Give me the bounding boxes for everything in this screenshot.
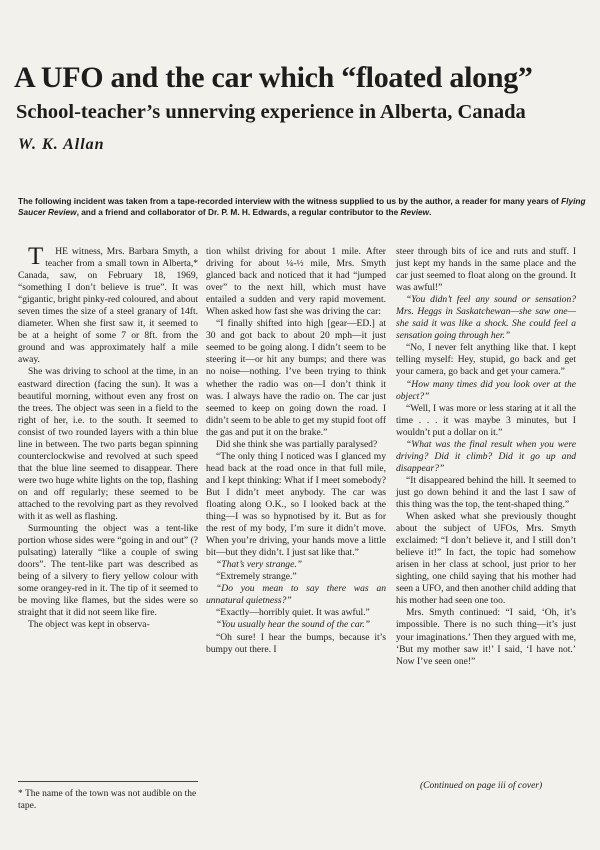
paragraph: “It disappeared behind the hill. It seemed to just go down behind it and the last I saw of this thing was the top, the tent-shaped thing.”	[396, 474, 576, 510]
article-title: A UFO and the car which “floated along”	[14, 61, 533, 94]
intro-italic-1: Flying Saucer Review	[18, 196, 586, 217]
text-column-1	[18, 243, 199, 632]
paragraph: Mrs. Smyth continued: “I said, ‘Oh, it’s impossible. There is no such thing—it’s just your imaginations.’ Then they argued with me, ‘But my mother saw it!’ I said, ‘I have not.’ Now I’ve seen one!”	[396, 607, 576, 667]
paragraph: “That’s very strange.”	[216, 559, 303, 571]
paragraph: Did she think she was partially paralysed?	[216, 438, 378, 450]
continued-note: (Continued on page iii of cover)	[420, 781, 543, 791]
text-column-3	[396, 246, 576, 668]
paragraph: tion whilst driving for about 1 mile. After driving for about ¼-½ mile, Mrs. Smyth glanced back and noticed that it had “jumped over” to the next hill, which must have entailed a sudden and very rapid movement. When asked how fast she was driving the car:	[206, 246, 386, 318]
article-intro	[18, 196, 590, 218]
footnote-rule	[18, 781, 198, 782]
paragraph: “You usually hear the sound of the car.”	[216, 619, 370, 631]
paragraph: “The only thing I noticed was I glanced my head back at the road once in that full mile, and I kept thinking: What if I meet somebody? But I didn’t meet anybody. The car was floating along O.K., so I looked back at the thing—I was so hypnotised by it. But as for the rest of my body, I’m sure it didn’t move. When you’re driving, your hands move a little bit—but they didn’t. I just sat like that.”	[206, 450, 386, 559]
paragraph: “Exactly—horribly quiet. It was awful.”	[216, 607, 370, 619]
paragraph: Surmounting the object was a tent-like portion whose sides were “going in and out” (? pulsating) laterally “like a couple of swing doors”. The tent-like part was described as being of a silvery to fiery yellow colour with some orangey-red in it. The tip of it seemed to be moving like flames, but the sides were so straight that it did not seem like fire.	[18, 523, 198, 619]
intro-text-3: .	[429, 207, 432, 217]
intro-text-2: , and a friend and collaborator of Dr. P. M. H. Edwards, a regular contributor to the	[76, 207, 401, 217]
drop-cap: T	[28, 243, 44, 270]
paragraph: steer through bits of ice and ruts and stuff. I just kept my hands in the same place and the car just seemed to float along on the ground. It was awful!”	[396, 246, 576, 294]
paragraph: “Well, I was more or less staring at it all the time . . . it was maybe 3 minutes, but I wouldn’t put a dollar on it.”	[396, 402, 576, 438]
footnote: * The name of the town was not audible on the tape.	[18, 789, 197, 811]
paragraph: The object was kept in observa-	[28, 619, 150, 631]
paragraph: “Oh sure! I hear the bumps, because it’s bumpy out there. I	[206, 631, 386, 655]
paragraph: “How many times did you look over at the object?”	[396, 378, 576, 402]
article-author: W. K. Allan	[18, 136, 105, 153]
paragraph: “I finally shifted into high [gear—ED.] at 30 and got back to about 20 mph—it just seemed to be going along. I didn’t seem to be steering it—or hit any bumps; and there was no noise—nothing. I’ve been trying to think whether the radio was on—I don’t think it was. I always have the radio on. The car just seemed to keep on going down the road. I didn’t seem to be able to get my stupid foot off the gas and put it on the brake.”	[206, 318, 386, 438]
paragraph: When asked what she previously thought about the subject of UFOs, Mrs. Smyth exclaimed: “I don’t believe it, and I still don’t believe it!” In fact, the topic had somehow arisen in her class at school, just prior to her sighting, one child saying that his mother had seen a UFO, and then another child adding that his mother had seen one too.	[396, 511, 577, 607]
paragraph: “Extremely strange.”	[216, 571, 297, 583]
paragraph: She was driving to school at the time, in an eastward direction (facing the sun). It was a beautiful morning, without even any frost on the trees. The object was seen in a field to the right of her, i.e. to the south. It seemed to consist of two rounded layers with a thin blue line in between. The two parts began spinning counterclockwise and revolved at such speed that the blue line seemed to disappear. There were two huge white lights on the top, flashing on and off regularly; these seemed to be attached to the revolving part as they revolved with it as well as flashing.	[18, 366, 198, 523]
text-column-2	[206, 246, 386, 656]
paragraph: “What was the final result when you were driving? Did it climb? Did it go up and disappear?”	[396, 438, 576, 474]
intro-italic-2: Review	[400, 207, 430, 217]
intro-text-1: The following incident was taken from a tape-recorded interview with the witness supplied to us by the author, a reader for many years of	[18, 196, 562, 206]
paragraph: “Do you mean to say there was an unnatural quietness?”	[206, 583, 386, 607]
paragraph: “No, I never felt anything like that. I kept telling myself: Hey, stupid, go back and get your camera, go back and get your camera.”	[396, 342, 576, 378]
paragraph: “You didn’t feel any sound or sensation? Mrs. Heggs in Saskatchewan—she saw one—she said it was like a shock. She could feel a sensation going through her.”	[396, 294, 576, 342]
paragraph: T HE witness, Mrs. Barbara Smyth, a teacher from a small town in Alberta,* Canada, saw, on February 18, 1969, “something I don’t believe is true”. It was “gigantic, bright pinky-red coloured, and about seven times the size of a steel granary of 14ft. diameter. When she first saw it, it seemed to be at a height of some 7 or 8ft. from the ground and was approximately half a mile away.	[18, 243, 199, 366]
article-subtitle: School-teacher’s unnerving experience in Alberta, Canada	[16, 101, 526, 123]
